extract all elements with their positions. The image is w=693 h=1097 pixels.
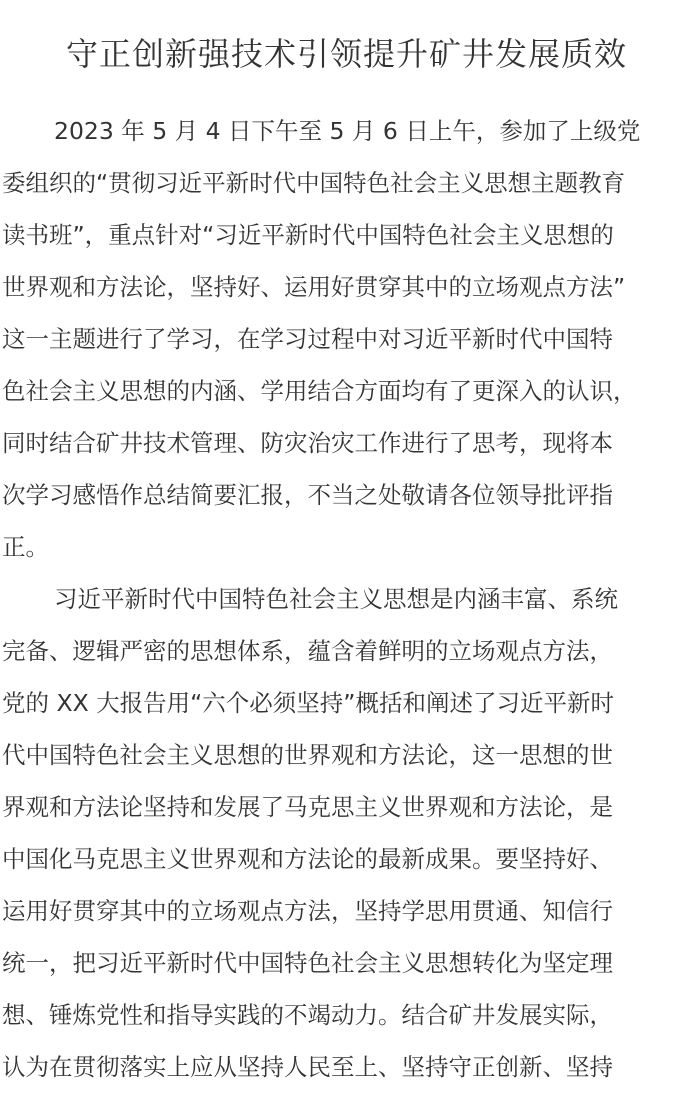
text-line: 正。: [2, 533, 49, 561]
text-line: 2023 年 5 月 4 日下午至 5 月 6 日上午，参加了上级党: [54, 117, 641, 145]
text-line: 习近平新时代中国特色社会主义思想是内涵丰富、系统: [54, 585, 618, 613]
paragraph-2: [0, 573, 693, 1093]
text-line: 次学习感悟作总结简要汇报，不当之处敬请各位领导批评指: [2, 481, 613, 509]
text-line: 统一，把习近平新时代中国特色社会主义思想转化为坚定理: [2, 949, 613, 977]
text-line: 完备、逻辑严密的思想体系，蕴含着鲜明的立场观点方法，: [2, 637, 613, 665]
text-line: 党的 XX 大报告用“六个必须坚持”概括和阐述了习近平新时: [2, 689, 614, 717]
paragraph-1: [0, 105, 693, 573]
text-line: 读书班”，重点针对“习近平新时代中国特色社会主义思想的: [2, 221, 614, 249]
text-line: 这一主题进行了学习，在学习过程中对习近平新时代中国特: [2, 325, 613, 353]
article-body: [0, 105, 693, 1093]
text-line: 中国化马克思主义世界观和方法论的最新成果。要坚持好、: [2, 845, 613, 873]
text-line: 色社会主义思想的内涵、学用结合方面均有了更深入的认识，: [2, 377, 637, 405]
text-line: 界观和方法论坚持和发展了马克思主义世界观和方法论，是: [2, 793, 613, 821]
text-line: 世界观和方法论，坚持好、运用好贯穿其中的立场观点方法”: [2, 273, 626, 301]
text-line: 运用好贯穿其中的立场观点方法，坚持学思用贯通、知信行: [2, 897, 613, 925]
text-line: 代中国特色社会主义思想的世界观和方法论，这一思想的世: [2, 741, 613, 769]
text-line: 委组织的“贯彻习近平新时代中国特色社会主义思想主题教育: [2, 169, 626, 197]
text-line: 认为在贯彻落实上应从坚持人民至上、坚持守正创新、坚持: [2, 1053, 613, 1081]
article-title: 守正创新强技术引领提升矿井发展质效: [65, 35, 627, 73]
text-line: 想、锤炼党性和指导实践的不竭动力。结合矿井发展实际，: [2, 1001, 613, 1029]
text-line: 同时结合矿井技术管理、防灾治灾工作进行了思考，现将本: [2, 429, 613, 457]
